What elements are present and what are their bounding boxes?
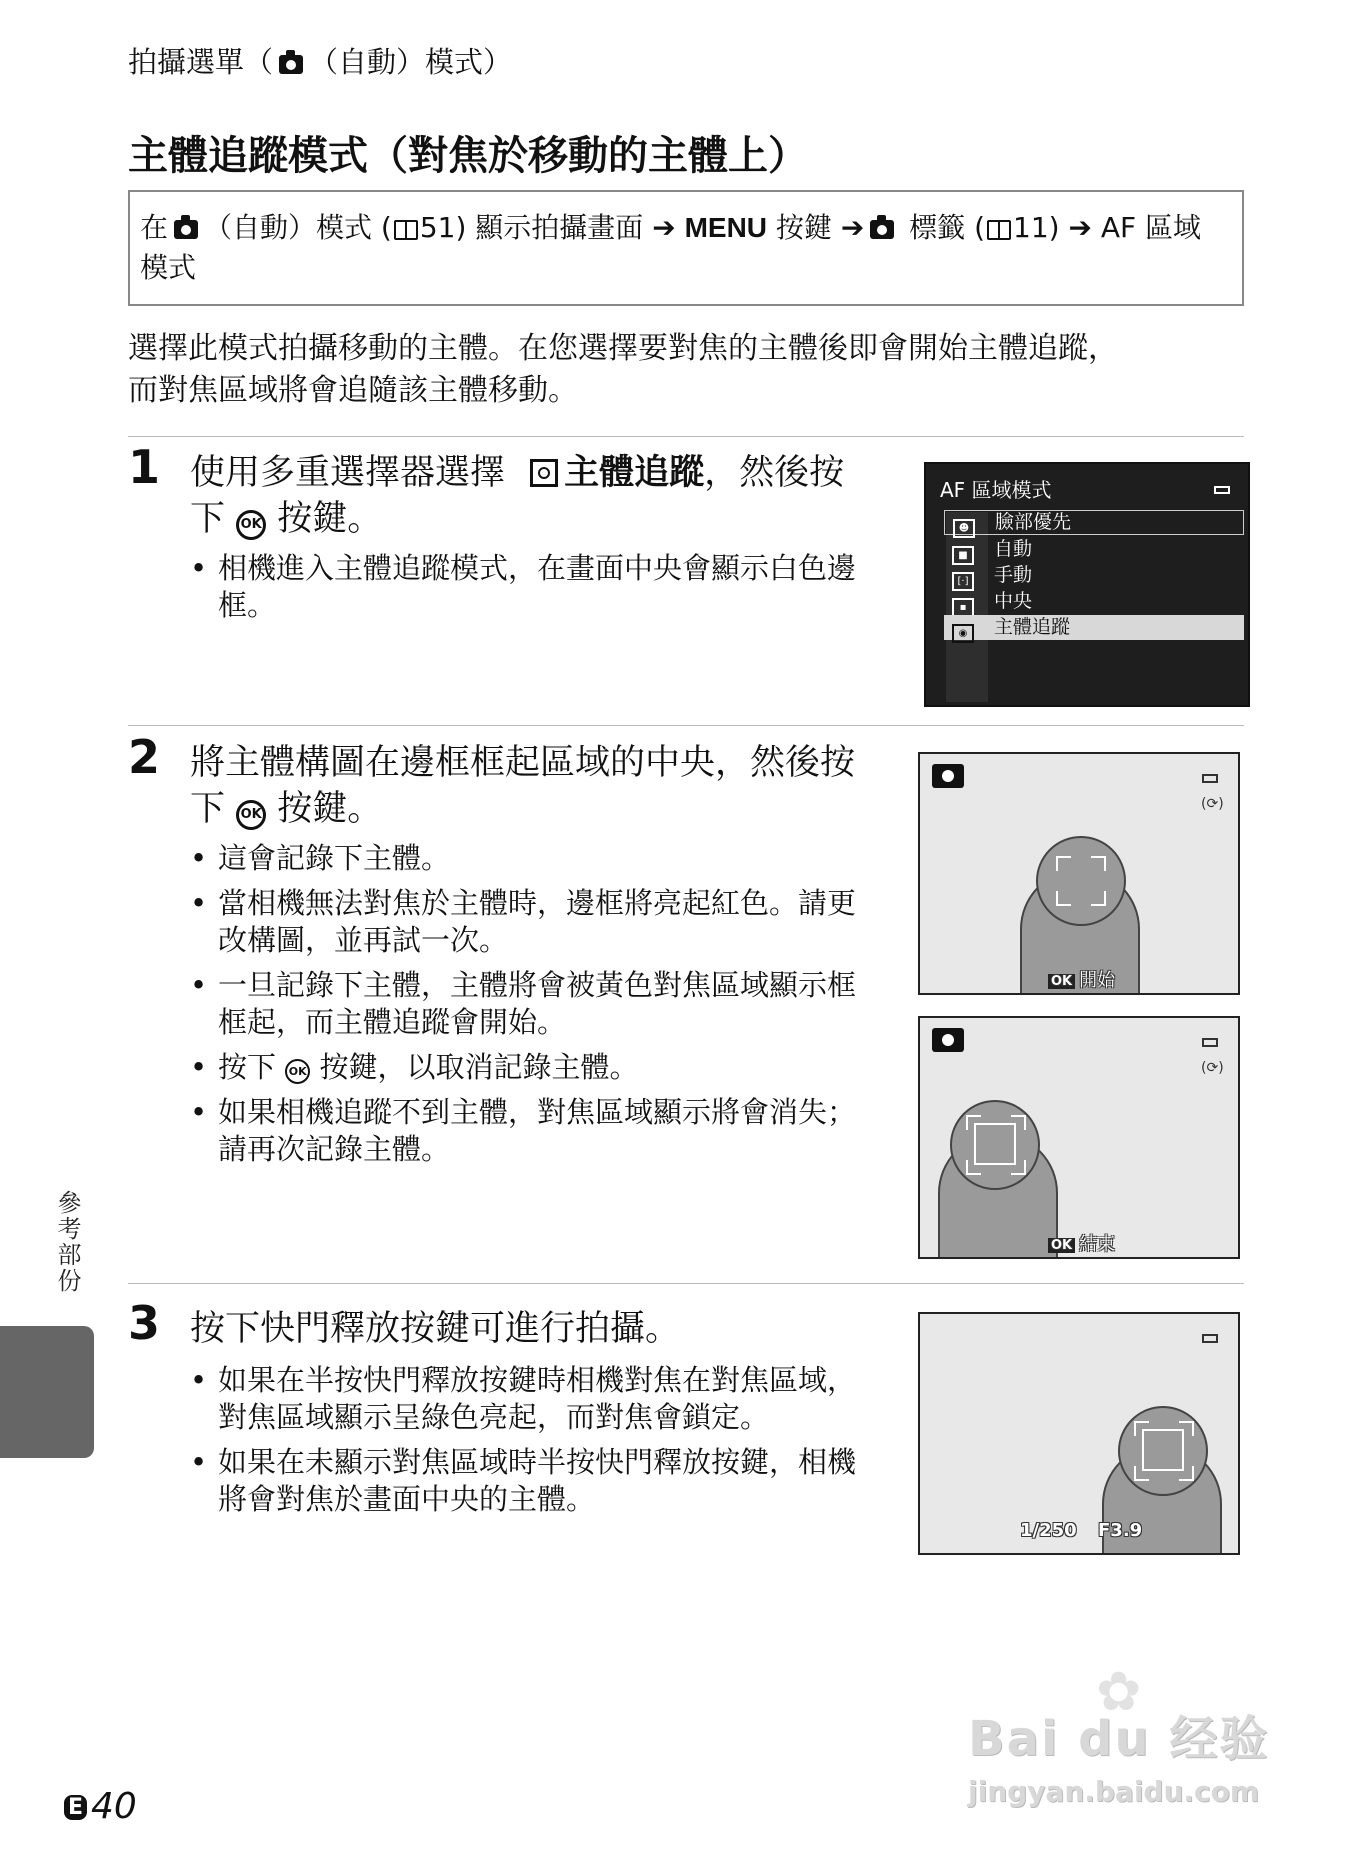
vibration-reduction-icon: (⟳)	[1201, 796, 1224, 812]
step-2-text: 將主體構圖在邊框框起區域的中央，然後按 下 OK 按鍵。 • 這會記錄下主體。 • 當相機無法對焦於主體時，邊框將亮起紅色。請更 改構圖，並再試一次。 • 一旦記錄下主體，主體將會被黃色對焦區域顯示框 框起，而主體追蹤會開始。 • 按下 OK 按鍵，以取消記錄主體。 • 如果相機追蹤不到主體，對焦區域顯示將會消失； 請再次記錄主體。	[190, 740, 890, 1176]
focus-frame-corner	[1134, 1466, 1149, 1481]
focus-frame-corner	[1134, 1421, 1149, 1436]
step-3-text: 按下快門釋放按鍵可進行拍攝。 • 如果在半按快門釋放按鍵時相機對焦在對焦區域， 對焦區域顯示呈綠色亮起，而對焦會鎖定。 • 如果在未顯示對焦區域時半按快門釋放按鍵，相機 將會對焦於畫面中央的主體。	[190, 1306, 890, 1526]
focus-frame-corner	[1091, 891, 1106, 906]
menu-item-subject-tracking[interactable]: ◉ 主體追蹤	[944, 615, 1244, 640]
subject-head	[1036, 836, 1126, 926]
bullet-item: • 按下 OK 按鍵，以取消記錄主體。	[190, 1049, 890, 1086]
camera-mode-icon	[932, 1028, 964, 1052]
focus-frame-corner	[1179, 1466, 1194, 1481]
focus-frame-corner	[1091, 856, 1106, 871]
ok-button-icon: OK	[236, 800, 266, 830]
divider	[128, 1283, 1244, 1284]
step-number: 3	[128, 1296, 161, 1350]
focus-frame-corner	[966, 1115, 981, 1130]
subject-tracking-icon	[530, 459, 558, 487]
book-reference-icon	[987, 220, 1011, 240]
focus-frame-corner	[1056, 891, 1071, 906]
manual-area-icon: [·]	[952, 572, 974, 591]
divider	[128, 436, 1244, 437]
page-title: 主體追蹤模式（對焦於移動的主體上）	[128, 133, 808, 179]
step-number: 2	[128, 730, 161, 784]
focus-frame-corner	[1011, 1160, 1026, 1175]
bullet-item: • 當相機無法對焦於主體時，邊框將亮起紅色。請更 改構圖，並再試一次。	[190, 885, 890, 959]
shooting-screen	[918, 1312, 1240, 1555]
step-number: 1	[128, 440, 161, 494]
bullet-item: • 如果在未顯示對焦區域時半按快門釋放按鍵，相機 將會對焦於畫面中央的主體。	[190, 1444, 890, 1518]
watermark: ✿ Bai du 经验 jingyan.baidu.com	[968, 1660, 1270, 1808]
book-reference-icon	[394, 220, 418, 240]
subject-tracking-icon: ◉	[952, 624, 974, 643]
bullet-item: • 這會記錄下主體。	[190, 840, 890, 877]
battery-icon	[1202, 1038, 1218, 1047]
focus-frame-corner	[1056, 856, 1071, 871]
paw-icon: ✿	[1096, 1660, 1142, 1723]
face-priority-icon: ☻	[953, 519, 975, 538]
battery-icon	[1202, 774, 1218, 783]
bullet-item: • 如果相機追蹤不到主體，對焦區域顯示將會消失； 請再次記錄主體。	[190, 1094, 890, 1168]
camera-mode-icon	[174, 220, 198, 239]
auto-area-icon: ■	[952, 546, 974, 565]
menu-item-manual[interactable]: [·] 手動	[944, 563, 1244, 588]
page-number: E 40	[64, 1786, 137, 1827]
camera-mode-icon	[932, 764, 964, 788]
menu-title: AF 區域模式	[940, 478, 1052, 502]
menu-item-face-priority[interactable]: ☻ 臉部優先	[944, 510, 1244, 535]
menu-path-box: 在 （自動）模式 ( 51) 顯示拍攝畫面 ➔ MENU 按鍵 ➔ 標籤 ( 11) ➔ AF 區域 模式	[128, 190, 1244, 306]
camera-tab-icon	[870, 220, 894, 239]
tracking-active-screen	[918, 1016, 1240, 1259]
side-tab	[0, 1326, 94, 1458]
af-area-menu-screen	[924, 462, 1250, 707]
bullet-item: • 一旦記錄下主體，主體將會被黃色對焦區域顯示框 框起，而主體追蹤會開始。	[190, 967, 890, 1041]
battery-icon	[1202, 1334, 1218, 1343]
intro-paragraph: 選擇此模式拍攝移動的主體。在您選擇要對焦的主體後即會開始主體追蹤， 而對焦區域將會追隨該主體移動。	[128, 331, 1118, 408]
menu-item-center[interactable]: ▪ 中央	[944, 589, 1244, 614]
focus-frame-corner	[1179, 1421, 1194, 1436]
page-header: 拍攝選單（ （自動）模式）	[128, 45, 513, 79]
battery-icon	[1214, 486, 1230, 494]
focus-frame-corner	[966, 1160, 981, 1175]
bullet-item: • 如果在半按快門釋放按鍵時相機對焦在對焦區域， 對焦區域顯示呈綠色亮起，而對焦會鎖定。	[190, 1362, 890, 1436]
focus-frame-corner	[1011, 1115, 1026, 1130]
ok-button-icon: OK	[285, 1059, 310, 1084]
aperture-value: F3.9	[1098, 1520, 1143, 1541]
side-tab-label: 參考部份	[53, 1190, 81, 1294]
ok-end-hint: OK 結束	[1048, 1230, 1115, 1256]
step-1-text: 使用多重選擇器選擇 主體追蹤，然後按 下 OK 按鍵。 • 相機進入主體追蹤模式，在畫面中央會顯示白色邊 框。	[190, 450, 890, 632]
center-area-icon: ▪	[952, 598, 974, 617]
menu-item-auto[interactable]: ■ 自動	[944, 537, 1244, 562]
ok-start-hint: OK 開始	[1048, 966, 1115, 992]
tracking-start-screen	[918, 752, 1240, 995]
bullet-item: • 相機進入主體追蹤模式，在畫面中央會顯示白色邊 框。	[190, 550, 890, 624]
camera-mode-icon	[279, 55, 303, 74]
reference-section-icon: E	[64, 1795, 87, 1820]
shutter-speed: 1/250	[1020, 1520, 1077, 1541]
ok-button-icon: OK	[236, 510, 266, 540]
menu-key-label: MENU	[684, 212, 768, 243]
divider	[128, 725, 1244, 726]
vibration-reduction-icon: (⟳)	[1201, 1060, 1224, 1076]
